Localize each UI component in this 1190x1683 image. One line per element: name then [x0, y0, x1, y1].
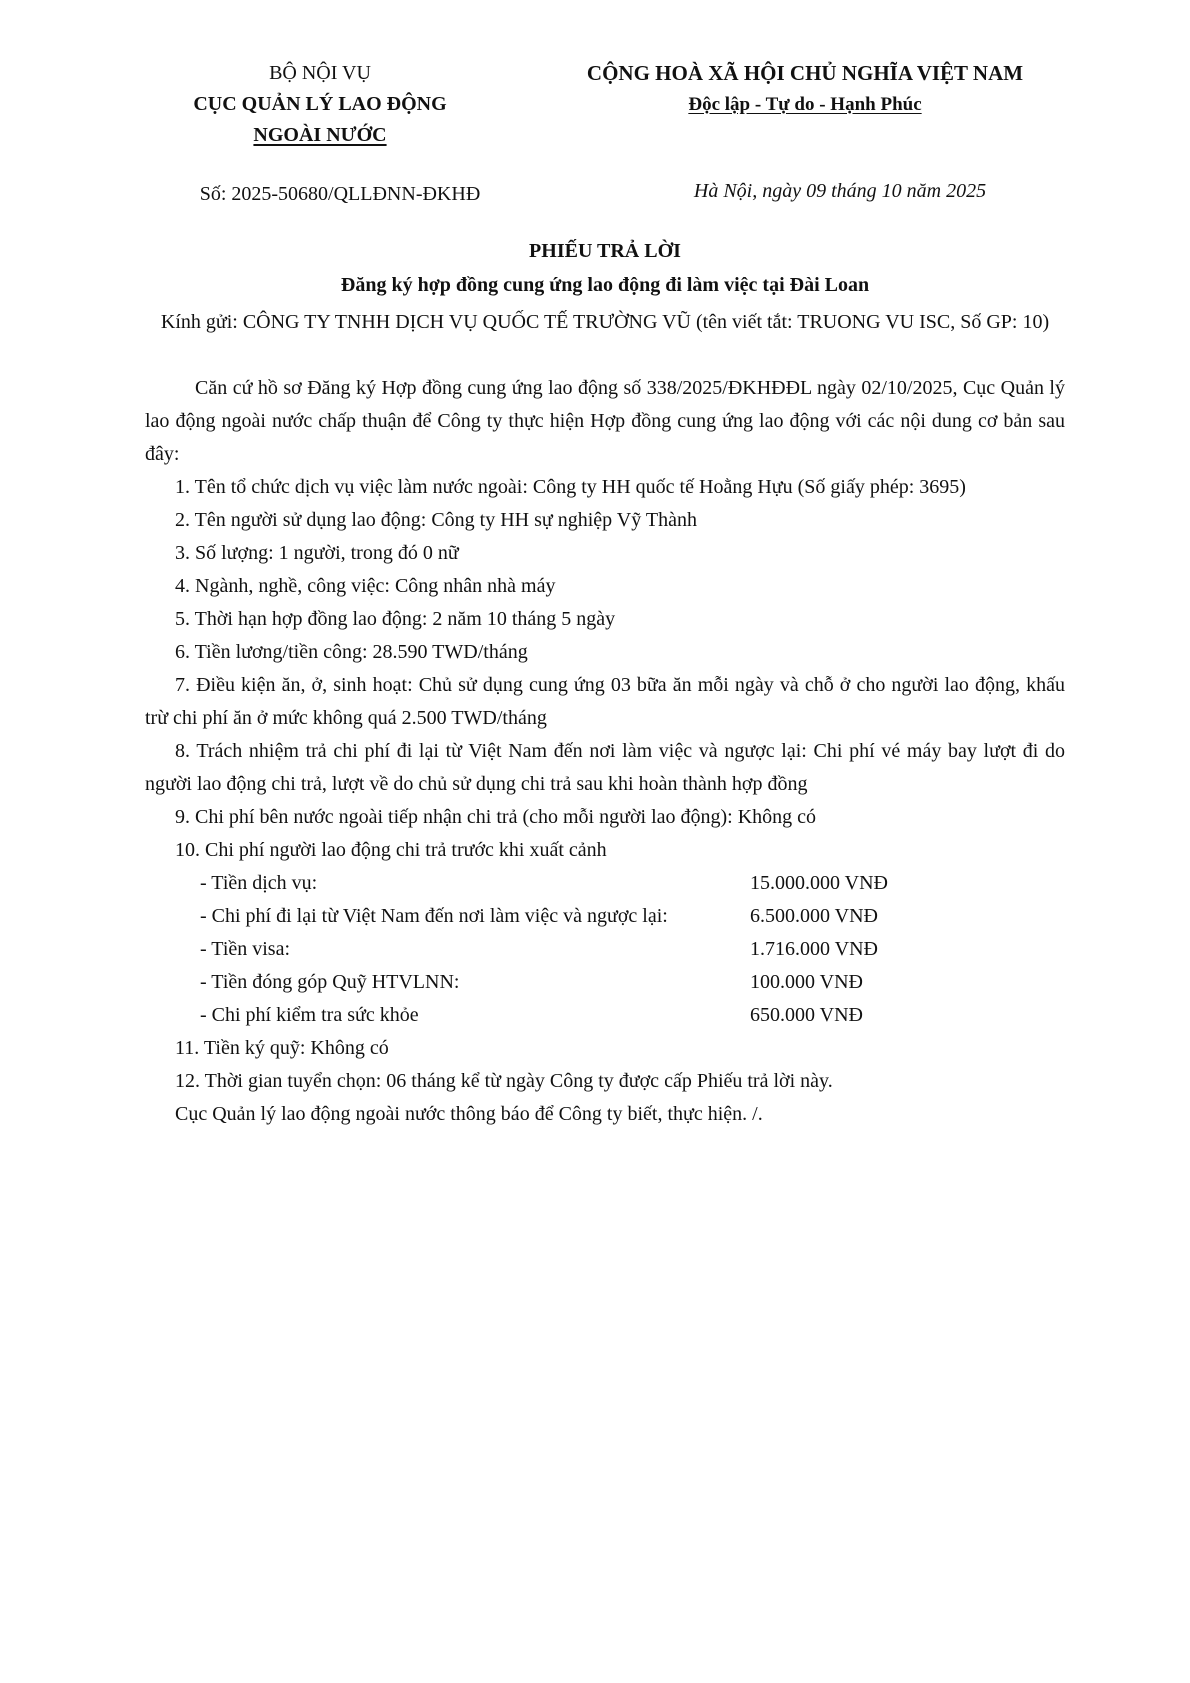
list-item: 4. Ngành, nghề, công việc: Công nhân nhà máy [175, 575, 556, 597]
fee-amount: 650.000 VNĐ [750, 1004, 863, 1026]
list-item: 1. Tên tổ chức dịch vụ việc làm nước ngoài: Công ty HH quốc tế Hoằng Hựu (Số giấy phép: 3695) [175, 476, 966, 498]
closing-statement: Cục Quản lý lao động ngoài nước thông báo để Công ty biết, thực hiện. /. [175, 1103, 763, 1125]
fee-amount: 15.000.000 VNĐ [750, 872, 888, 894]
fee-row [145, 900, 1065, 933]
fee-amount: 100.000 VNĐ [750, 971, 863, 993]
issuing-agency-block [150, 58, 490, 151]
fee-amount: 6.500.000 VNĐ [750, 905, 878, 927]
country-name: CỘNG HOÀ XÃ HỘI CHỦ NGHĨA VIỆT NAM [586, 61, 1024, 85]
list-item: 10. Chi phí người lao động chi trả trước khi xuất cảnh [175, 839, 607, 861]
document-number: Số: 2025-50680/QLLĐNN-ĐKHĐ [199, 183, 481, 205]
fee-label: - Chi phí kiểm tra sức khỏe [200, 1004, 419, 1026]
place-and-date: Hà Nội, ngày 09 tháng 10 năm 2025 [693, 180, 987, 202]
fee-row [145, 999, 1065, 1032]
document-title: PHIẾU TRẢ LỜI [529, 240, 681, 262]
list-item: 9. Chi phí bên nước ngoài tiếp nhận chi trả (cho mỗi người lao động): Không có [175, 806, 817, 828]
ministry-name: BỘ NỘI VỤ [269, 62, 371, 84]
intro-paragraph: Căn cứ hồ sơ Đăng ký Hợp đồng cung ứng lao động số 338/2025/ĐKHĐĐL ngày 02/10/2025, Cục Quản lý lao động ngoài nước chấp thuận để Công ty thực hiện Hợp đồng cung ứng lao động với các nội dung cơ bản sau đây: [145, 377, 1065, 465]
national-motto: Độc lập - Tự do - Hạnh Phúc [688, 94, 922, 115]
list-item: 7. Điều kiện ăn, ở, sinh hoạt: Chủ sử dụng cung ứng 03 bữa ăn mỗi ngày và chỗ ở cho người lao động, khấu trừ chi phí ăn ở mức không quá 2.500 TWD/tháng [145, 674, 1065, 729]
list-item: 6. Tiền lương/tiền công: 28.590 TWD/tháng [175, 641, 528, 663]
document-subtitle: Đăng ký hợp đồng cung ứng lao động đi làm việc tại Đài Loan [340, 274, 870, 296]
recipient: Kính gửi: CÔNG TY TNHH DỊCH VỤ QUỐC TẾ TRƯỜNG VŨ (tên viết tắt: TRUONG VU ISC, Số GP: 10) [160, 311, 1050, 333]
fee-label: - Tiền visa: [200, 938, 291, 960]
national-title-block [560, 58, 1050, 120]
fee-label: - Tiền đóng góp Quỹ HTVLNN: [200, 971, 460, 993]
department-name-line1: CỤC QUẢN LÝ LAO ĐỘNG [193, 93, 447, 115]
fee-row [145, 867, 1065, 900]
list-item: 5. Thời hạn hợp đồng lao động: 2 năm 10 tháng 5 ngày [175, 608, 616, 630]
list-item: 3. Số lượng: 1 người, trong đó 0 nữ [175, 542, 459, 564]
document-body [145, 372, 1065, 1131]
fee-label: - Tiền dịch vụ: [200, 872, 318, 894]
list-item: 12. Thời gian tuyển chọn: 06 tháng kể từ ngày Công ty được cấp Phiếu trả lời này. [175, 1070, 833, 1092]
list-item: 2. Tên người sử dụng lao động: Công ty HH sự nghiệp Vỹ Thành [175, 509, 697, 531]
fee-row [145, 966, 1065, 999]
list-item: 11. Tiền ký quỹ: Không có [175, 1037, 389, 1059]
fee-amount: 1.716.000 VNĐ [750, 938, 878, 960]
list-item: 8. Trách nhiệm trả chi phí đi lại từ Việt Nam đến nơi làm việc và ngược lại: Chi phí vé máy bay lượt đi do người lao động chi trả, lượt về do chủ sử dụng chi trả sau khi hoàn thành hợp đồng [145, 740, 1065, 795]
fee-label: - Chi phí đi lại từ Việt Nam đến nơi làm việc và ngược lại: [200, 905, 668, 927]
fee-row [145, 933, 1065, 966]
department-name-line2: NGOÀI NƯỚC [253, 124, 387, 146]
